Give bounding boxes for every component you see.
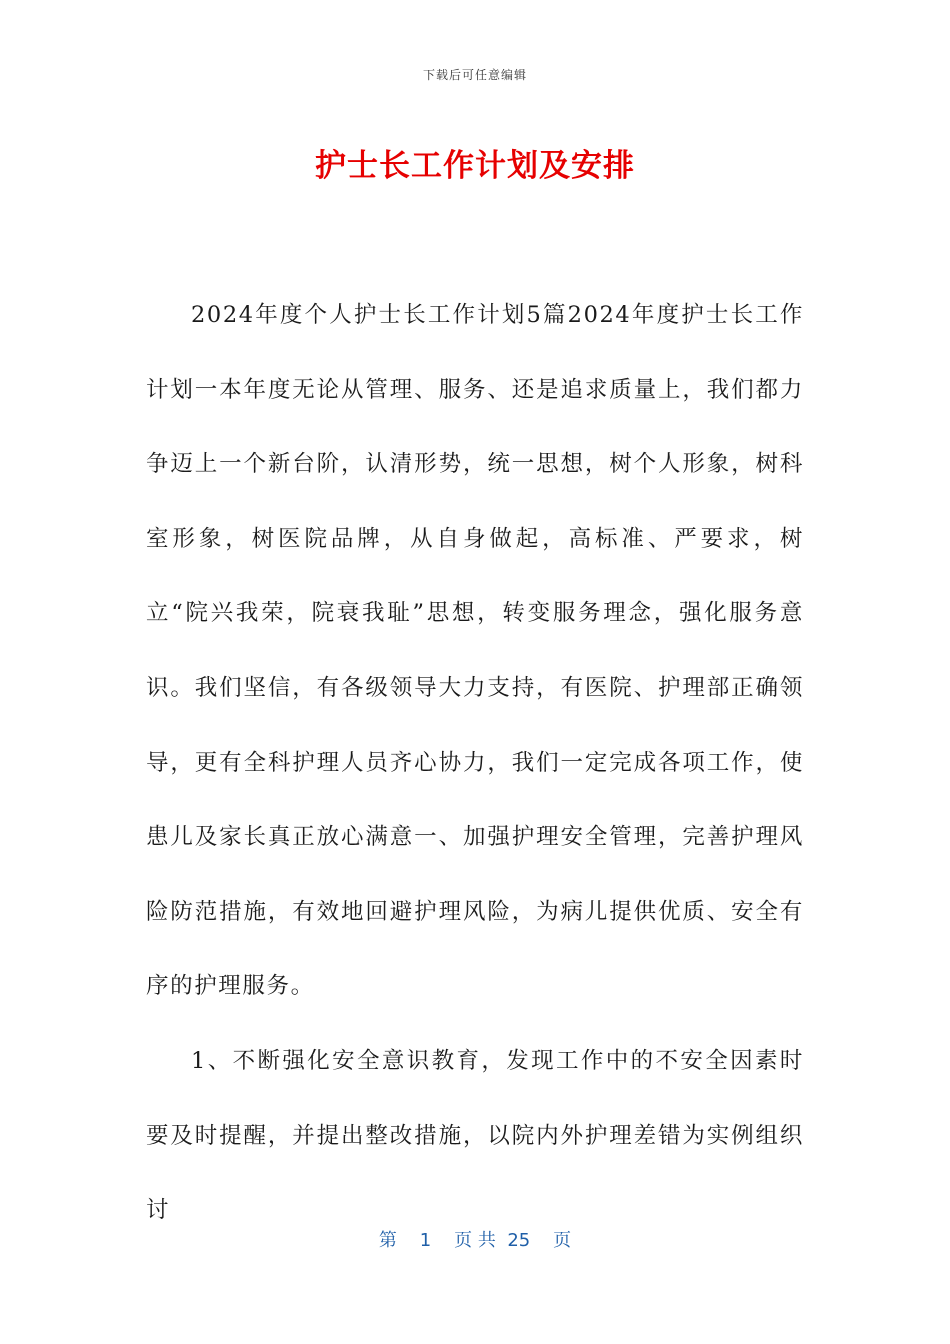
paragraph-2: 1、不断强化安全意识教育，发现工作中的不安全因素时要及时提醒，并提出整改措施，以院内外护理差错为实例组织讨 xyxy=(146,1047,804,1224)
total-pages-number: 25 xyxy=(507,1230,531,1251)
footer-prefix: 第 xyxy=(378,1230,397,1251)
page-footer xyxy=(0,1226,950,1252)
footer-middle: 页 共 xyxy=(454,1230,496,1251)
document-body xyxy=(146,278,804,1248)
document-title: 护士长工作计划及安排 xyxy=(315,148,635,184)
paragraph-1: 2024年度个人护士长工作计划5篇2024年度护士长工作计划一本年度无论从管理、服务、还是追求质量上，我们都力争迈上一个新台阶，认清形势，统一思想，树个人形象，树科室形象，树医院品牌，从自身做起，高标准、严要求，树立“院兴我荣，院衰我耻”思想，转变服务理念，强化服务意识。我们坚信，有各级领导大力支持，有医院、护理部正确领导，更有全科护理人员齐心协力，我们一定完成各项工作，使患儿及家长真正放心满意一、加强护理安全管理，完善护理风险防范措施，有效地回避护理风险，为病儿提供优质、安全有序的护理服务。 xyxy=(146,302,804,1000)
header-note: 下载后可任意编辑 xyxy=(422,68,527,82)
footer-suffix: 页 xyxy=(553,1230,572,1251)
current-page-number: 1 xyxy=(419,1230,432,1251)
